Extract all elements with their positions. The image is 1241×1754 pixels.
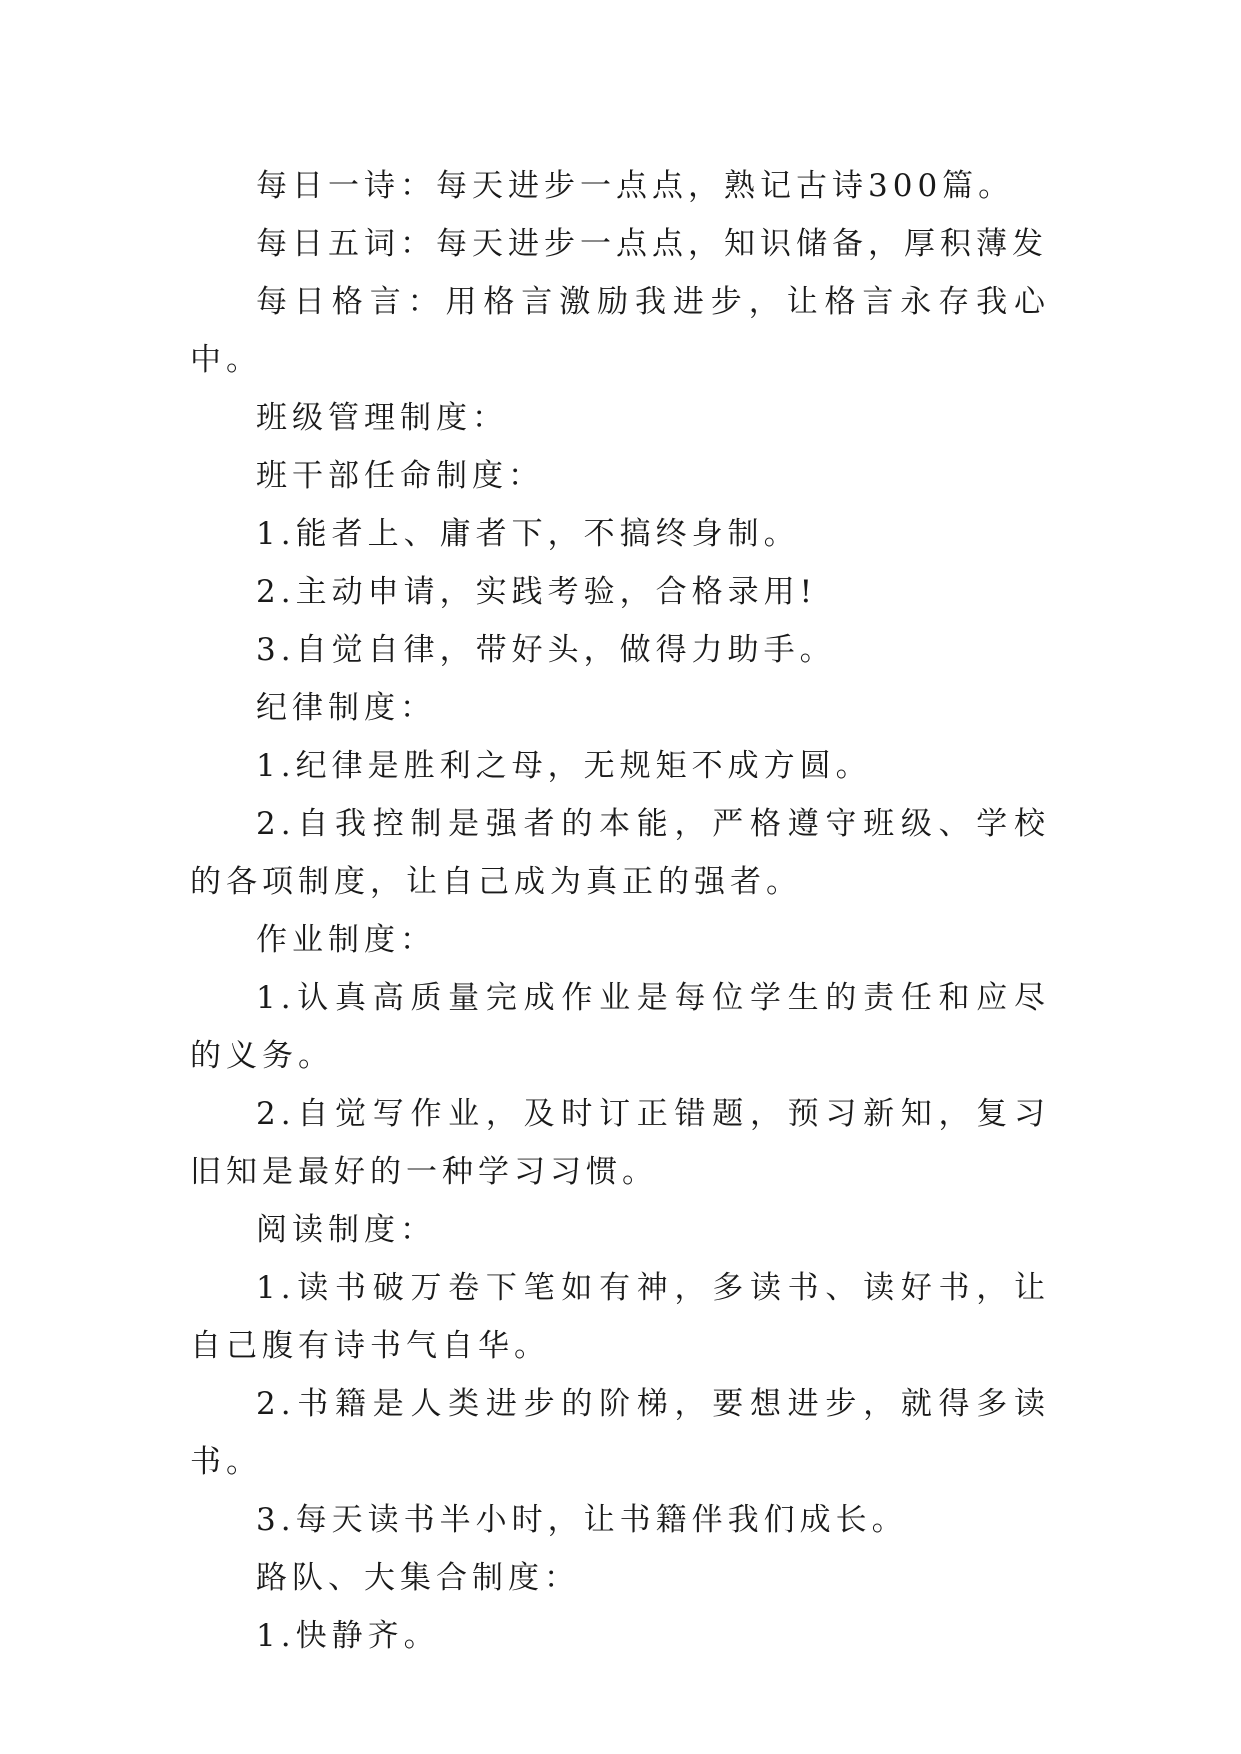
paragraph-daily-motto: 每日格言：用格言激励我进步，让格言永存我心中。 [190, 284, 1050, 378]
list-item: 3.自觉自律，带好头，做得力助手。 [256, 632, 836, 668]
list-item: 2.主动申请，实践考验，合格录用! [256, 574, 818, 610]
paragraph-daily-words: 每日五词：每天进步一点点，知识储备，厚积薄发 [256, 226, 1048, 262]
list-item: 1.快静齐。 [256, 1618, 440, 1654]
list-item: 1.能者上、庸者下，不搞终身制。 [256, 516, 800, 552]
list-item: 3.每天读书半小时，让书籍伴我们成长。 [256, 1502, 908, 1538]
heading-cadre-appointment: 班干部任命制度： [256, 458, 544, 494]
heading-class-management: 班级管理制度： [256, 400, 508, 436]
list-item: 2.书籍是人类进步的阶梯，要想进步，就得多读书。 [190, 1386, 1050, 1480]
list-item: 2.自觉写作业，及时订正错题，预习新知，复习旧知是最好的一种学习习惯。 [190, 1096, 1050, 1190]
heading-discipline: 纪律制度： [256, 690, 436, 726]
heading-assembly: 路队、大集合制度： [256, 1560, 580, 1596]
heading-reading: 阅读制度： [256, 1212, 436, 1248]
list-item: 1.认真高质量完成作业是每位学生的责任和应尽的义务。 [190, 980, 1050, 1074]
document-body [190, 157, 1050, 1665]
list-item: 2.自我控制是强者的本能，严格遵守班级、学校的各项制度，让自己成为真正的强者。 [190, 806, 1050, 900]
list-item: 1.读书破万卷下笔如有神，多读书、读好书，让自己腹有诗书气自华。 [190, 1270, 1050, 1364]
list-item: 1.纪律是胜利之母，无规矩不成方圆。 [256, 748, 872, 784]
paragraph-daily-poem: 每日一诗：每天进步一点点，熟记古诗300篇。 [256, 168, 1015, 204]
heading-homework: 作业制度： [256, 922, 436, 958]
